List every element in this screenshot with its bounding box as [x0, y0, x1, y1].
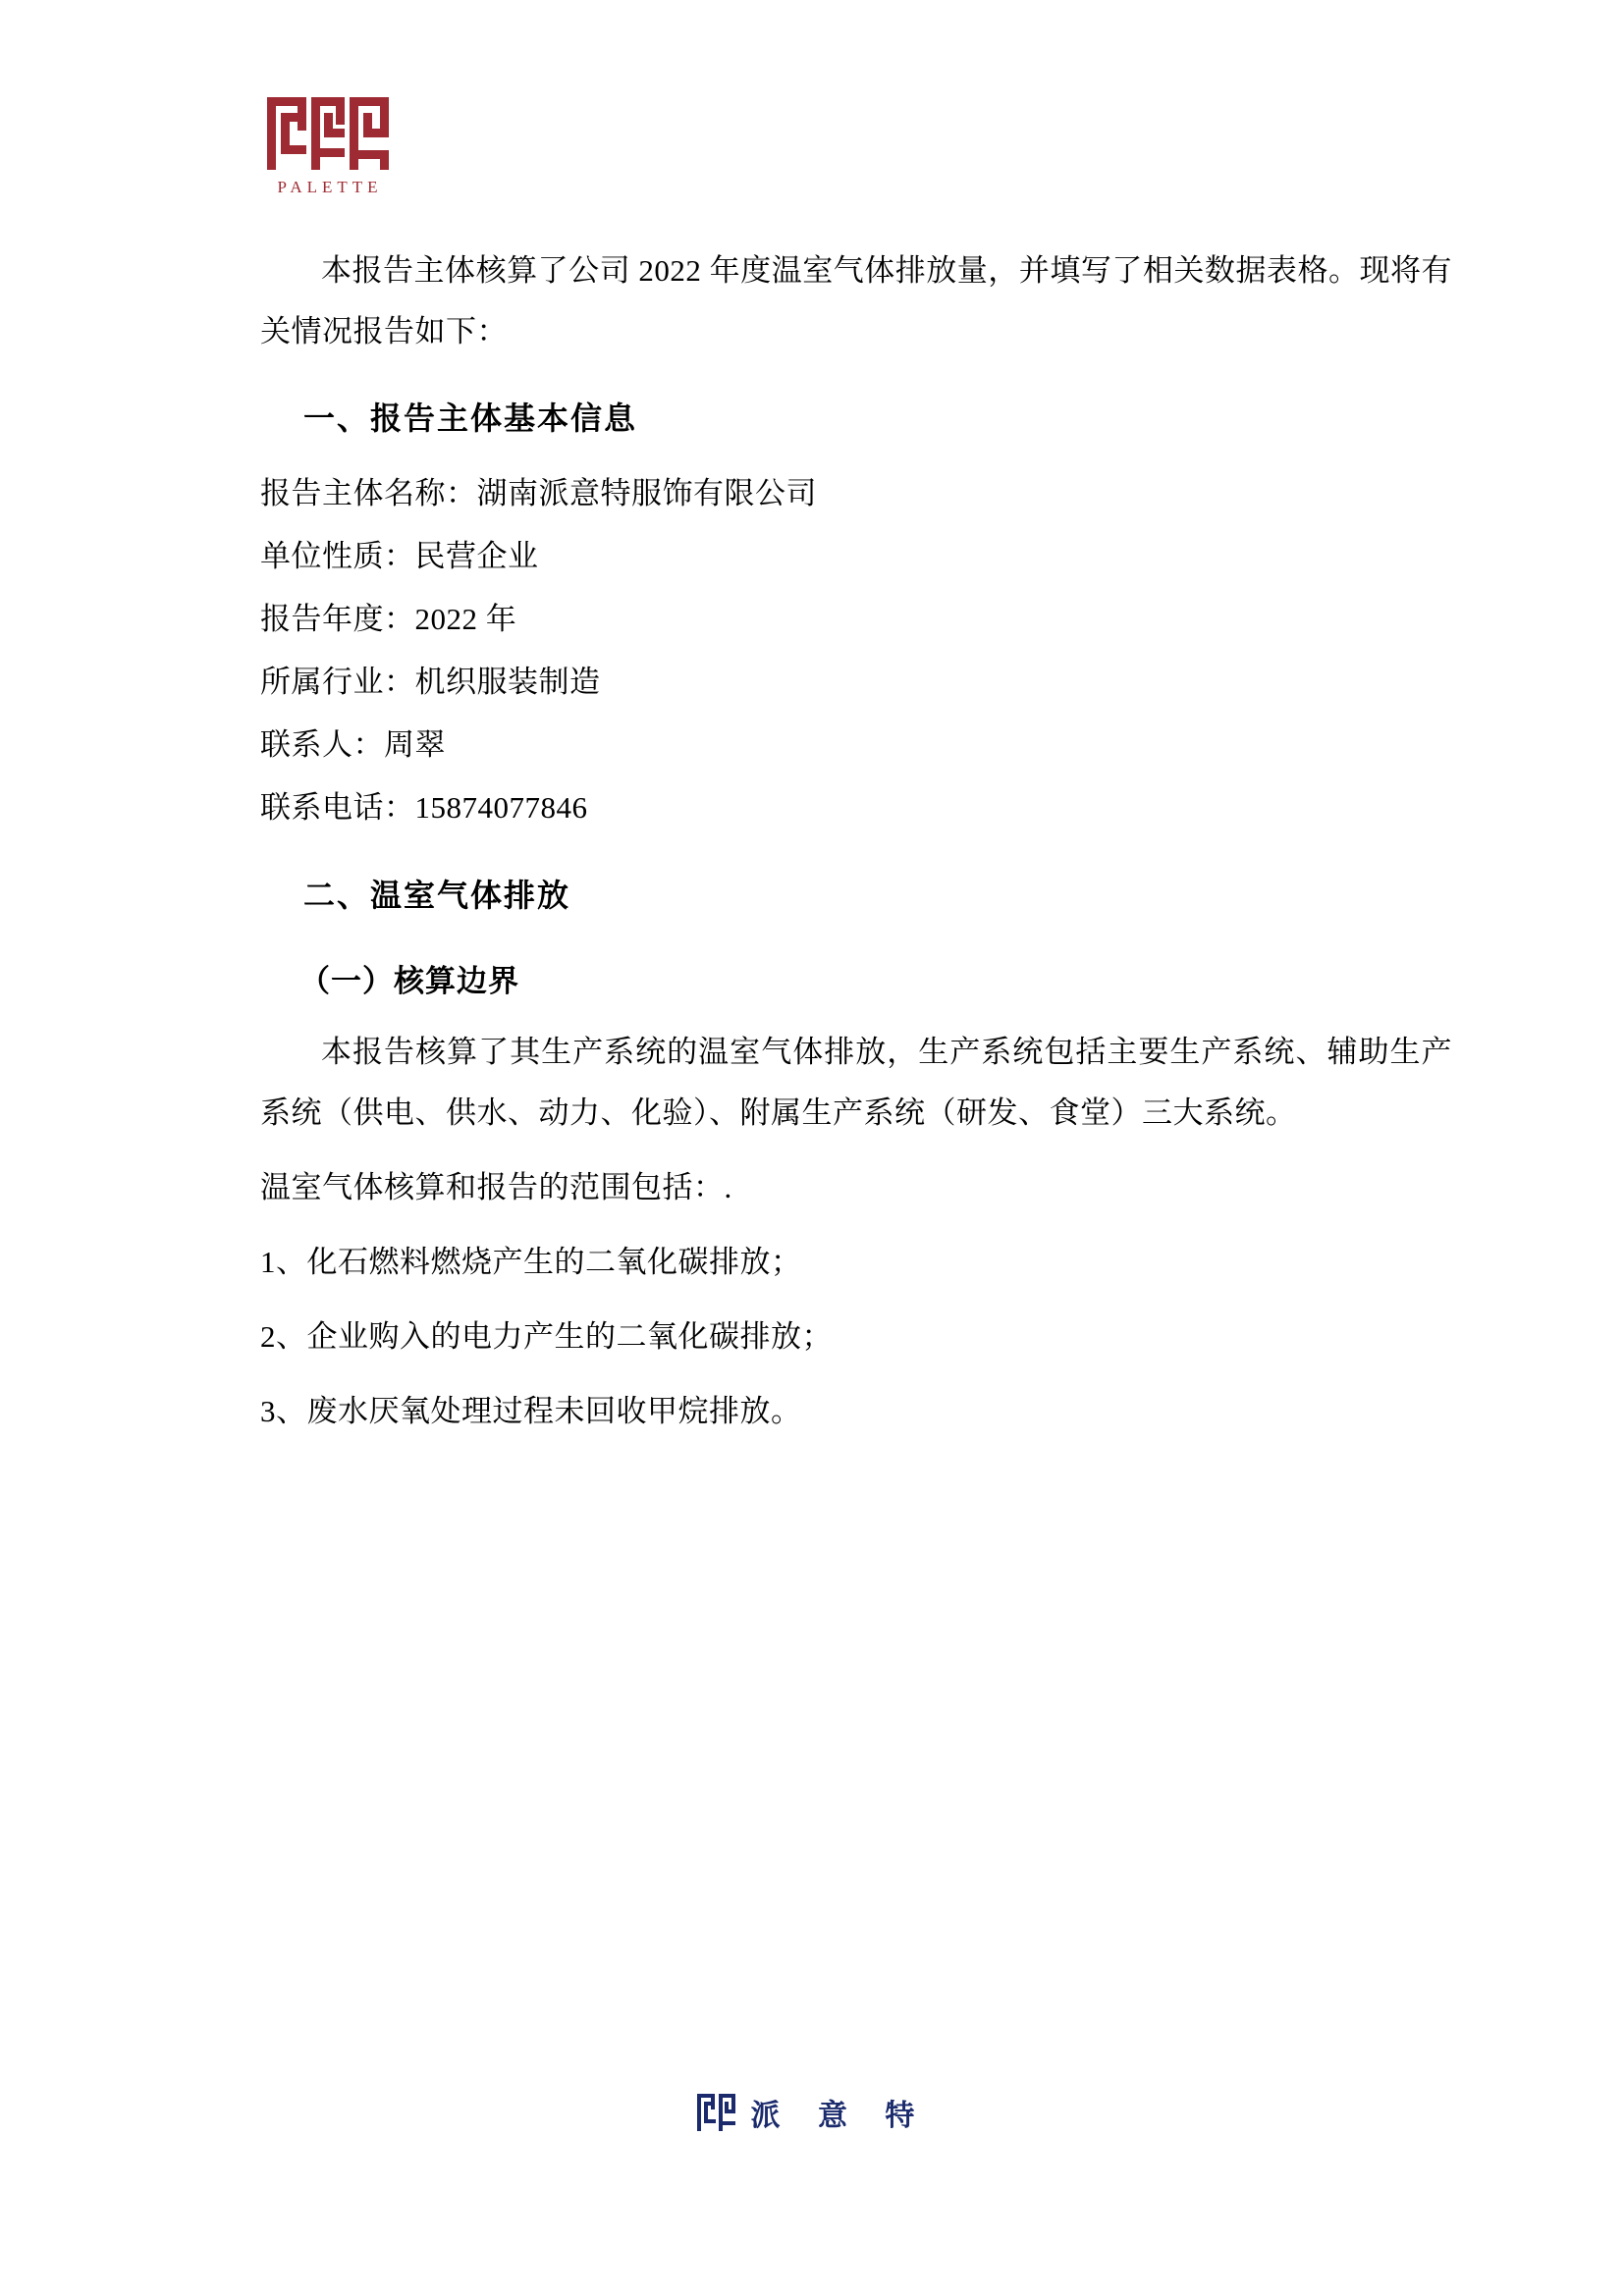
info-entity-nature: 单位性质：民营企业 [260, 539, 539, 573]
company-logo [265, 93, 403, 201]
scope-item-3: 3、废水厌氧处理过程未回收甲烷排放。 [260, 1394, 802, 1428]
info-report-entity: 报告主体名称：湖南派意特服饰有限公司 [260, 476, 817, 510]
section-heading-2: 二、温室气体排放 [303, 877, 571, 914]
accounting-boundary-body: 本报告核算了其生产系统的温室气体排放，生产系统包括主要生产系统、辅助生产系统（供电、供水、动力、化验）、附属生产系统（研发、食堂）三大系统。 [260, 1035, 1452, 1130]
scope-item-1: 1、化石燃料燃烧产生的二氧化碳排放； [260, 1245, 802, 1279]
info-report-year: 报告年度：2022 年 [260, 602, 517, 636]
scope-lead-in: 温室气体核算和报告的范围包括：. [260, 1170, 732, 1204]
info-contact-phone: 联系电话：15874077846 [260, 790, 588, 825]
section-heading-1: 一、报告主体基本信息 [303, 400, 638, 437]
intro-paragraph: 本报告主体核算了公司 2022 年度温室气体排放量，并填写了相关数据表格。现将有关情况报告如下： [260, 253, 1452, 348]
info-industry: 所属行业：机织服装制造 [260, 665, 601, 699]
subsection-heading-accounting-boundary: （一）核算边界 [299, 964, 519, 999]
logo-wordmark: PALETTE [277, 178, 383, 196]
page-footer [0, 2091, 1624, 2134]
palette-footer-logo-icon [696, 2092, 737, 2133]
footer-brand-text: 派 意 特 [750, 2099, 929, 2133]
info-contact-person: 联系人：周翠 [260, 727, 446, 762]
palette-maze-logo-icon [265, 93, 395, 174]
scope-item-2: 2、企业购入的电力产生的二氧化碳排放； [260, 1319, 833, 1354]
